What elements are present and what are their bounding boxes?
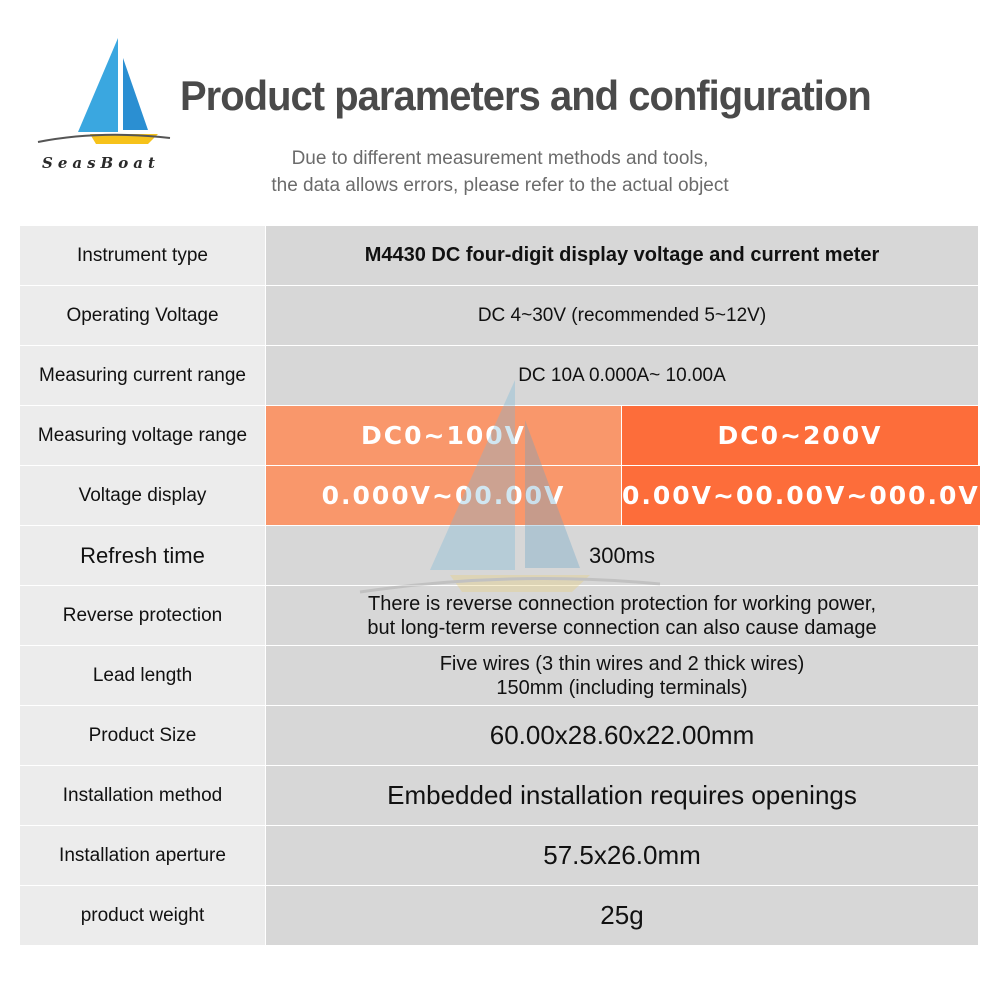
page-title: Product parameters and configuration bbox=[180, 72, 871, 119]
row-value: 57.5x26.0mm bbox=[266, 826, 978, 885]
table-row-product-size bbox=[20, 705, 978, 765]
row-label: Reverse protection bbox=[20, 586, 266, 645]
row-label: Product Size bbox=[20, 706, 266, 765]
row-label: Lead length bbox=[20, 646, 266, 705]
row-label: Voltage display bbox=[20, 466, 266, 525]
row-value: 25g bbox=[266, 886, 978, 945]
row-value: 60.00x28.60x22.00mm bbox=[266, 706, 978, 765]
table-row-installation-method bbox=[20, 765, 978, 825]
voltage-display-200v: 0.00V~00.00V~000.0V bbox=[622, 466, 980, 525]
row-value: Embedded installation requires openings bbox=[266, 766, 978, 825]
row-label: Installation aperture bbox=[20, 826, 266, 885]
table-row-refresh-time bbox=[20, 525, 978, 585]
row-label: Installation method bbox=[20, 766, 266, 825]
row-label: product weight bbox=[20, 886, 266, 945]
row-value: DC 10A 0.000A~ 10.00A bbox=[266, 346, 978, 405]
row-value bbox=[266, 586, 978, 645]
table-row-current-range bbox=[20, 345, 978, 405]
row-label: Measuring current range bbox=[20, 346, 266, 405]
row-value: DC 4~30V (recommended 5~12V) bbox=[266, 286, 978, 345]
row-value: 300ms bbox=[266, 526, 978, 585]
voltage-display-100v: 0.000V~00.00V bbox=[266, 466, 622, 525]
voltage-range-200v: DC0~200V bbox=[622, 406, 978, 465]
table-row-operating-voltage bbox=[20, 285, 978, 345]
row-value: M4430 DC four-digit display voltage and current meter bbox=[266, 226, 978, 285]
value-line-1: There is reverse connection protection for working power, bbox=[367, 592, 877, 615]
subtitle-line-2: the data allows errors, please refer to the actual object bbox=[271, 175, 729, 196]
table-row-instrument-type bbox=[20, 225, 978, 285]
row-value bbox=[266, 646, 978, 705]
table-row-reverse-protection bbox=[20, 585, 978, 645]
subtitle-line-1: Due to different measurement methods and tools, bbox=[291, 148, 709, 169]
row-label: Measuring voltage range bbox=[20, 406, 266, 465]
table-row-installation-aperture bbox=[20, 825, 978, 885]
value-line-2: but long-term reverse connection can also cause damage bbox=[367, 616, 877, 639]
row-label: Refresh time bbox=[20, 526, 266, 585]
value-line-2: 150mm (including terminals) bbox=[496, 676, 748, 699]
value-line-1: Five wires (3 thin wires and 2 thick wires) bbox=[439, 652, 805, 675]
table-row-voltage-range bbox=[20, 405, 978, 465]
row-value-split bbox=[266, 466, 980, 525]
parameters-table bbox=[20, 225, 978, 945]
table-row-product-weight bbox=[20, 885, 978, 945]
table-row-lead-length bbox=[20, 645, 978, 705]
row-label: Instrument type bbox=[20, 226, 266, 285]
row-value-split bbox=[266, 406, 978, 465]
logo-text: SeasBoat bbox=[42, 154, 160, 172]
table-row-voltage-display bbox=[20, 465, 978, 525]
voltage-range-100v: DC0~100V bbox=[266, 406, 622, 465]
row-label: Operating Voltage bbox=[20, 286, 266, 345]
